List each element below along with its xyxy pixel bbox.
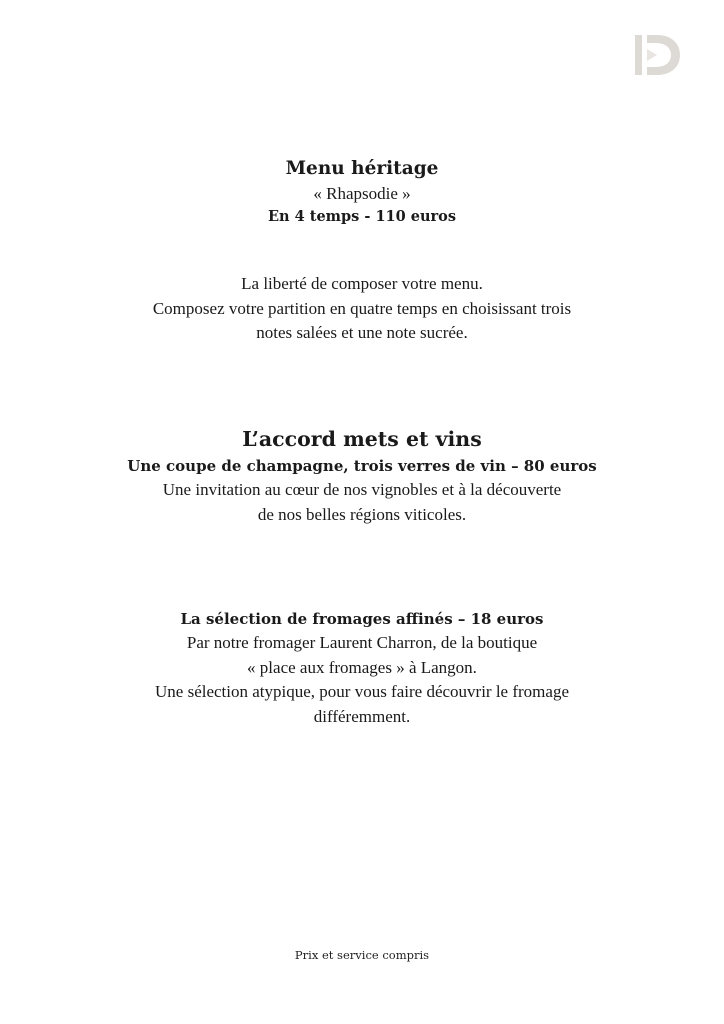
heritage-subtitle: « Rhapsodie » (313, 184, 411, 203)
heritage-price: En 4 temps - 110 euros (267, 208, 457, 225)
pairing-offer: Une coupe de champagne, trois verres de vin – 80 euros (127, 457, 597, 475)
cheese-description-line: différemment. (313, 706, 411, 726)
description-line: notes salées et une note sucrée. (256, 323, 468, 342)
heritage-description (62, 272, 662, 346)
cheese-title: La sélection de fromages affinés – 18 euros (180, 610, 544, 628)
pairing-heading: L’accord mets et vins (242, 427, 482, 451)
footer-note: Prix et service compris (294, 948, 430, 962)
description-line: Composez votre partition en quatre temps en choisissant trois (152, 298, 572, 318)
heritage-title: Menu héritage (285, 158, 439, 179)
cheese-description-line: Une sélection atypique, pour vous faire découvrir le fromage (155, 682, 569, 701)
pairing-description-line: Une invitation au cœur de nos vignobles et à la découverte (162, 480, 562, 499)
d-monogram-logo-icon (633, 33, 681, 77)
heritage-menu-section (62, 156, 662, 228)
wine-pairing-section (62, 424, 662, 527)
cheese-selection-section (62, 607, 662, 729)
pairing-description-line: de nos belles régions viticoles. (257, 504, 467, 524)
cheese-description-line: « place aux fromages » à Langon. (247, 657, 477, 677)
cheese-description-line: Par notre fromager Laurent Charron, de la boutique (186, 633, 538, 652)
description-line: La liberté de composer votre menu. (241, 274, 483, 293)
